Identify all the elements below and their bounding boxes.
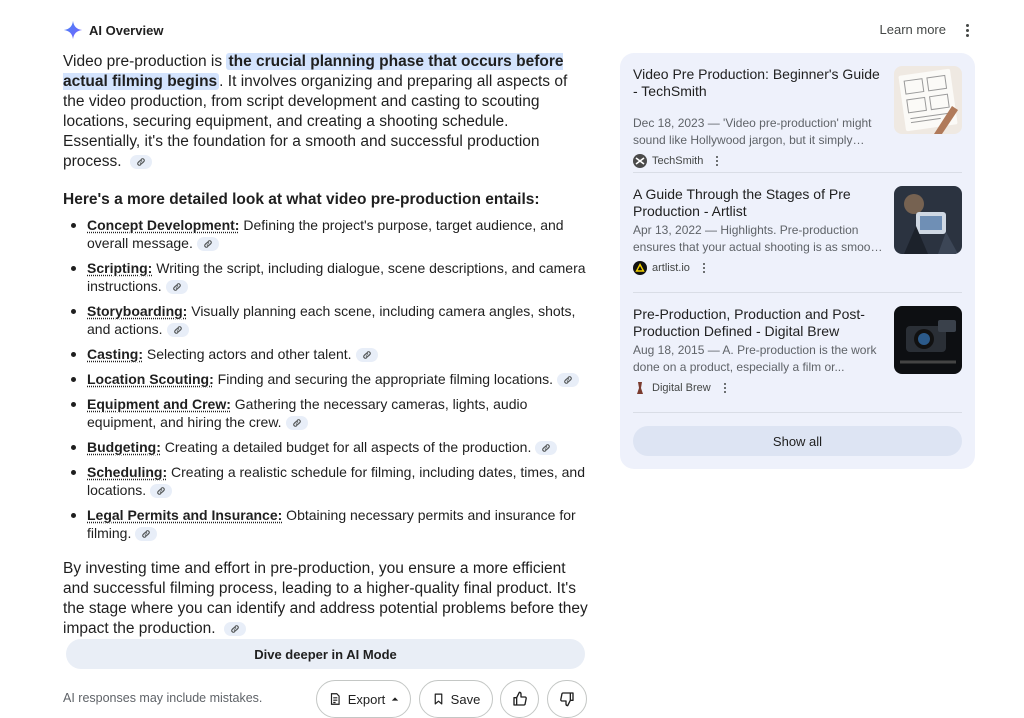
source-site [633,261,705,275]
citation-link-icon[interactable] [135,527,157,541]
source-divider [633,412,962,413]
closing-text: By investing time and effort in pre-production, you ensure a more efficient and successful filming process, leading to a higher-quality final product. It's the stage where you can identify and address potential problems before they impact the production. [63,560,588,637]
detail-item [87,216,590,252]
bookmark-icon [432,692,445,706]
details-list [63,216,590,542]
show-all-button[interactable]: Show all [633,426,962,456]
digital-brew-logo-icon [633,381,647,395]
detail-item [87,395,590,431]
source-site [633,154,718,168]
citation-link-icon[interactable] [167,323,189,337]
section-title: Here's a more detailed look at what video pre-production entails: [63,191,540,208]
source-title[interactable]: Video Pre Production: Beginner's Guide - TechSmith [633,66,880,99]
detail-text: Defining the project's purpose, target audience, and overall message. [87,217,564,251]
source-site-name: Digital Brew [652,382,711,394]
source-snippet: Apr 13, 2022 — Highlights. Pre-production ensures that your actual shooting is as smooth [633,223,881,254]
source-snippet: Dec 18, 2023 — 'Video pre-production' might sound like Hollywood jargon, but it simply [633,116,872,147]
highlighted-answer: the crucial planning phase that occurs before actual filming begins [63,53,564,90]
citation-link-icon[interactable] [166,280,188,294]
source-title[interactable]: A Guide Through the Stages of Pre Production - Artlist [633,186,851,219]
source-snippet: Aug 18, 2015 — A. Pre-production is the work done on a product, especially a film or... [633,343,877,374]
source-more-icon[interactable] [703,263,705,273]
detail-item [87,438,590,456]
detail-term[interactable]: Budgeting: [87,439,161,455]
detail-text: Visually planning each scene, including camera angles, shots, and actions. [87,303,576,337]
detail-text: Obtaining necessary permits and insurance for filming. [87,507,576,541]
disclaimer-text: AI responses may include mistakes. [63,691,263,705]
source-site [633,381,726,395]
source-site-name: artlist.io [652,262,690,274]
citation-link-icon[interactable] [557,373,579,387]
detail-term[interactable]: Equipment and Crew: [87,396,231,412]
source-thumbnail[interactable] [894,306,962,374]
source-divider [633,292,962,293]
citation-link-icon[interactable] [197,237,219,251]
detail-text: Gathering the necessary cameras, lights, audio equipment, and hiring the crew. [87,396,528,430]
detail-item [87,370,590,388]
thumbs-down-button[interactable] [547,680,587,718]
detail-text: Finding and securing the appropriate filming locations. [213,371,554,387]
intro-text-start: Video pre-production is [63,53,227,70]
detail-term[interactable]: Scripting: [87,260,153,276]
detail-item [87,463,590,499]
citation-link-icon[interactable] [535,441,557,455]
detail-item [87,302,590,338]
source-site-name: TechSmith [652,155,704,167]
intro-text-end: . It involves organizing and preparing all aspects of the video production, from script development and casting to scouting locations, securing equipment, and creating a shooting schedule. Essentially, it's the foundation for a smooth and successful production process. [63,73,568,170]
closing-paragraph [63,559,590,639]
learn-more-link[interactable]: Learn more [879,22,946,37]
thumbs-up-icon [512,691,528,707]
thumbs-down-icon [559,691,575,707]
detail-text: Selecting actors and other talent. [143,346,352,362]
techsmith-logo-icon [633,154,647,168]
save-label: Save [450,691,481,707]
dive-deeper-button[interactable]: Dive deeper in AI Mode [66,639,585,669]
source-title[interactable]: Pre-Production, Production and Post-Production Defined - Digital Brew [633,306,865,339]
thumbs-up-button[interactable] [500,680,539,718]
source-more-icon[interactable] [716,156,718,166]
detail-term[interactable]: Concept Development: [87,217,240,233]
artlist-logo-icon [633,261,647,275]
detail-term[interactable]: Legal Permits and Insurance: [87,507,283,523]
detail-term[interactable]: Storyboarding: [87,303,188,319]
citation-link-icon[interactable] [130,155,152,169]
ai-overview-header [63,18,163,42]
citation-link-icon[interactable] [286,416,308,430]
detail-text: Creating a detailed budget for all aspects of the production. [160,439,532,455]
ai-overview-title: AI Overview [89,22,164,38]
answer-body [63,52,590,639]
source-thumbnail[interactable] [894,66,962,134]
detail-term[interactable]: Location Scouting: [87,371,214,387]
intro-paragraph [63,52,590,172]
detail-text: Writing the script, including dialogue, scene descriptions, and camera instructions. [87,260,586,294]
source-thumbnail[interactable] [894,186,962,254]
sparkle-icon [63,20,83,40]
save-button[interactable] [419,680,493,718]
detail-item [87,345,590,363]
sources-panel [620,53,975,469]
detail-text: Creating a realistic schedule for filming, including dates, times, and locations. [87,464,585,498]
citation-link-icon[interactable] [356,348,378,362]
citation-link-icon[interactable] [150,484,172,498]
detail-item [87,259,590,295]
export-label: Export [347,691,386,707]
more-options-icon[interactable] [960,20,974,40]
source-more-icon[interactable] [724,383,726,393]
export-button[interactable] [316,680,411,718]
export-doc-icon [328,692,342,706]
detail-term[interactable]: Casting: [87,346,143,362]
detail-item [87,506,590,542]
detail-term[interactable]: Scheduling: [87,464,168,480]
source-divider [633,172,962,173]
citation-link-icon[interactable] [224,622,246,636]
caret-up-icon [391,695,399,703]
